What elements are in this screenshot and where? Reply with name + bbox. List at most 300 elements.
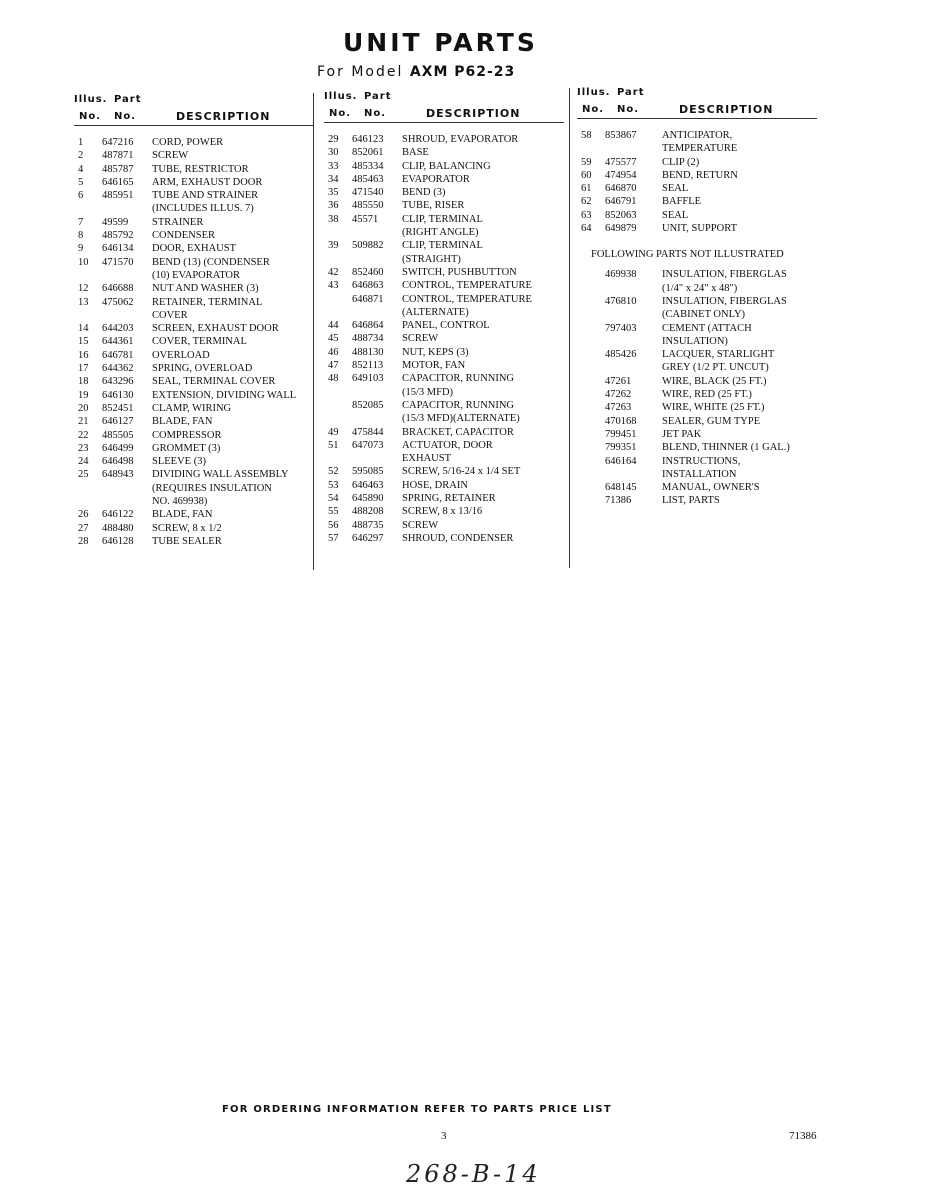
part-row (577, 348, 817, 375)
part-row (74, 256, 310, 283)
part-row (577, 129, 817, 156)
part-description: WIRE, BLACK (25 FT.) (662, 375, 767, 387)
part-number: 644362 (102, 363, 134, 375)
illus-number: 13 (78, 296, 89, 308)
part-row (74, 402, 310, 415)
part-number: 647216 (102, 137, 134, 148)
part-number: 852063 (605, 209, 637, 221)
illus-number: 17 (78, 363, 89, 375)
part-row (74, 375, 310, 388)
illus-number: 48 (328, 373, 339, 385)
column-divider (569, 88, 570, 568)
part-number: 646781 (102, 349, 134, 361)
illus-number: 47 (328, 360, 339, 372)
part-number: 476810 (605, 295, 637, 307)
part-number: 474954 (605, 169, 637, 181)
part-description: COMPRESSOR (152, 429, 222, 441)
part-description: LACQUER, STARLIGHT GREY (1/2 PT. UNCUT) (662, 349, 775, 374)
illus-number: 43 (328, 280, 339, 292)
part-description: SEAL, TERMINAL COVER (152, 376, 276, 388)
part-number: 488208 (352, 506, 384, 518)
part-number: 485550 (352, 200, 384, 212)
illus-number: 44 (328, 320, 339, 332)
part-number: 488480 (102, 522, 134, 534)
part-row (324, 532, 564, 545)
illus-number: 9 (78, 243, 84, 255)
illus-number: 25 (78, 469, 89, 481)
part-description: SCREEN, EXHAUST DOOR (152, 323, 279, 335)
part-description: CLAMP, WIRING (152, 402, 232, 414)
header-rule (577, 118, 817, 119)
illus-number: 5 (78, 176, 84, 188)
part-number: 852085 (352, 399, 384, 411)
illus-number: 19 (78, 389, 89, 401)
part-number: 646164 (605, 455, 637, 467)
illus-number: 14 (78, 323, 89, 335)
part-row (74, 216, 310, 229)
part-number: 595085 (352, 466, 384, 478)
part-row (324, 505, 564, 518)
part-description: BAFFLE (662, 196, 702, 208)
part-row (324, 479, 564, 492)
part-row (74, 468, 310, 508)
part-number: 646122 (102, 509, 134, 521)
illus-number: 33 (328, 160, 339, 172)
illus-number: 34 (328, 173, 339, 185)
part-description: BEND, RETURN (662, 169, 738, 181)
header-rule (324, 122, 564, 123)
part-number: 487871 (102, 150, 134, 162)
part-row (577, 182, 817, 195)
part-number: 853867 (605, 130, 637, 141)
part-row (324, 519, 564, 532)
part-number: 646863 (352, 280, 384, 292)
column-header (577, 87, 817, 123)
part-row (74, 189, 310, 216)
part-description: CEMENT (ATTACH INSULATION) (662, 322, 752, 347)
part-description: CLIP, TERMINAL (RIGHT ANGLE) (402, 213, 483, 239)
part-number: 475577 (605, 156, 637, 168)
part-description: ACTUATOR, DOOR EXHAUST (402, 439, 493, 465)
illus-number: 58 (581, 130, 592, 141)
part-row (577, 415, 817, 428)
part-number: 799351 (605, 442, 637, 454)
part-row (324, 465, 564, 478)
illus-number: 59 (581, 156, 592, 168)
parts-column-2 (324, 91, 564, 545)
illus-number: 52 (328, 466, 339, 478)
part-row (74, 508, 310, 521)
part-number: 649103 (352, 373, 384, 385)
illus-number: 56 (328, 519, 339, 531)
part-description: MANUAL, OWNER'S (662, 482, 760, 494)
not-illustrated-heading: FOLLOWING PARTS NOT ILLUSTRATED (591, 249, 784, 261)
illus-number: 26 (78, 509, 89, 521)
illus-number: 57 (328, 532, 339, 544)
part-description: SCREW, 8 x 13/16 (402, 506, 483, 518)
part-row (577, 195, 817, 208)
part-number: 646870 (605, 183, 637, 195)
part-row (324, 146, 564, 159)
header-illus: Illus. (577, 87, 611, 98)
part-row (324, 372, 564, 399)
part-number: 646123 (352, 134, 384, 145)
part-number: 49599 (102, 216, 129, 228)
parts-list-not-illustrated (577, 268, 817, 507)
illus-number: 45 (328, 333, 339, 345)
part-number: 648145 (605, 482, 637, 494)
part-row (324, 359, 564, 372)
part-row (324, 293, 564, 320)
header-illus: Illus. (324, 91, 358, 102)
column-divider (313, 93, 314, 570)
part-row (324, 492, 564, 505)
document-number: 71386 (789, 1130, 817, 1142)
part-row (324, 239, 564, 266)
part-row (74, 415, 310, 428)
part-number: 471570 (102, 256, 134, 268)
part-row (324, 332, 564, 345)
part-number: 646297 (352, 532, 384, 544)
part-description: MOTOR, FAN (402, 360, 466, 372)
parts-list (74, 136, 310, 548)
part-description: SCREW (402, 333, 439, 345)
part-number: 646127 (102, 416, 134, 428)
illus-number: 18 (78, 376, 89, 388)
illus-number: 39 (328, 240, 339, 252)
part-number: 470168 (605, 415, 637, 427)
part-number: 646463 (352, 479, 384, 491)
illus-number: 23 (78, 442, 89, 454)
part-description: SWITCH, PUSHBUTTON (402, 266, 517, 278)
part-number: 852061 (352, 147, 384, 159)
part-row (324, 399, 564, 426)
illus-number: 28 (78, 535, 89, 547)
part-number: 852451 (102, 402, 134, 414)
part-number: 485505 (102, 429, 134, 441)
header-part: Part (364, 91, 392, 102)
part-number: 488734 (352, 333, 384, 345)
part-number: 645890 (352, 493, 384, 505)
part-description: SEAL (662, 209, 689, 221)
part-row (324, 346, 564, 359)
illus-number: 8 (78, 230, 84, 242)
part-description: CLIP, TERMINAL (STRAIGHT) (402, 240, 483, 265)
part-description: LIST, PARTS (662, 495, 720, 507)
illus-number: 4 (78, 163, 84, 175)
part-number: 485463 (352, 173, 384, 185)
illus-number: 21 (78, 416, 89, 428)
illus-number: 24 (78, 456, 89, 468)
part-number: 646128 (102, 535, 134, 547)
part-row (324, 279, 564, 292)
handwritten-note: 268-B-14 (406, 1160, 541, 1188)
illus-number: 49 (328, 426, 339, 438)
illus-number: 22 (78, 429, 89, 441)
part-description: CONTROL, TEMPERATURE (402, 280, 532, 292)
part-row (577, 375, 817, 388)
part-number: 488735 (352, 519, 384, 531)
part-description: CONTROL, TEMPERATURE (ALTERNATE) (402, 293, 532, 318)
ordering-note: FOR ORDERING INFORMATION REFER TO PARTS PRICE LIST (222, 1104, 612, 1115)
illus-number: 63 (581, 209, 592, 221)
part-number: 509882 (352, 240, 384, 252)
illus-number: 16 (78, 349, 89, 361)
part-description: SPRING, RETAINER (402, 493, 496, 505)
part-description: OVERLOAD (152, 349, 210, 361)
part-number: 485951 (102, 190, 134, 202)
part-description: BEND (13) (CONDENSER (10) EVAPORATOR (152, 256, 270, 281)
parts-column-1 (74, 94, 310, 548)
part-number: 644361 (102, 336, 134, 348)
part-number: 47263 (605, 402, 632, 414)
illus-number: 62 (581, 196, 592, 208)
illus-number: 27 (78, 522, 89, 534)
part-row (577, 401, 817, 414)
part-number: 646165 (102, 176, 134, 188)
part-row (74, 429, 310, 442)
part-row (324, 133, 564, 146)
part-description: TUBE, RISER (402, 200, 465, 212)
part-row (577, 295, 817, 322)
illus-number: 53 (328, 479, 339, 491)
header-rule (74, 125, 314, 126)
part-row (324, 213, 564, 240)
part-row (74, 322, 310, 335)
header-no: No. (582, 104, 605, 115)
illus-number: 15 (78, 336, 89, 348)
page-number: 3 (441, 1130, 447, 1142)
subtitle-prefix: For Model (317, 64, 404, 80)
part-number: 485792 (102, 230, 134, 242)
part-row (74, 535, 310, 548)
part-description: CLIP, BALANCING (402, 160, 491, 172)
part-number: 471540 (352, 187, 384, 199)
part-row (74, 176, 310, 189)
part-number: 646864 (352, 320, 384, 332)
part-row (74, 296, 310, 323)
part-number: 647073 (352, 439, 384, 451)
part-description: EVAPORATOR (402, 173, 470, 185)
column-header (74, 94, 310, 130)
part-row (74, 163, 310, 176)
part-row (577, 222, 817, 235)
part-number: 488130 (352, 346, 384, 358)
illus-number: 36 (328, 200, 339, 212)
illus-number: 42 (328, 266, 339, 278)
header-description: DESCRIPTION (679, 103, 774, 116)
illus-number: 55 (328, 506, 339, 518)
illus-number: 64 (581, 223, 592, 235)
part-row (324, 426, 564, 439)
illus-number: 12 (78, 283, 89, 295)
column-header (324, 91, 564, 127)
part-row (74, 149, 310, 162)
illus-number: 29 (328, 134, 339, 145)
part-number: 852460 (352, 266, 384, 278)
part-row (74, 349, 310, 362)
part-description: INSULATION, FIBERGLAS (CABINET ONLY) (662, 295, 787, 321)
parts-list (324, 133, 564, 545)
header-description: DESCRIPTION (176, 110, 271, 123)
part-row (577, 388, 817, 401)
part-number: 797403 (605, 322, 637, 334)
part-description: DOOR, EXHAUST (152, 243, 236, 255)
part-description: GROMMET (3) (152, 442, 221, 454)
part-description: SLEEVE (3) (152, 456, 206, 468)
part-row (577, 156, 817, 169)
part-description: TUBE AND STRAINER (INCLUDES ILLUS. 7) (152, 190, 259, 215)
part-row (577, 169, 817, 182)
header-illus: Illus. (74, 94, 108, 105)
part-description: TUBE, RESTRICTOR (152, 163, 249, 175)
part-description: BLADE, FAN (152, 416, 213, 428)
page-title: UNIT PARTS (343, 28, 538, 57)
part-row (74, 389, 310, 402)
part-description: SHROUD, EVAPORATOR (402, 134, 519, 145)
header-no: No. (329, 108, 352, 119)
part-number: 799451 (605, 428, 637, 440)
illus-number: 35 (328, 187, 339, 199)
part-description: NUT, KEPS (3) (402, 346, 469, 358)
part-description: RETAINER, TERMINAL COVER (152, 296, 263, 321)
header-no: No. (364, 108, 387, 119)
header-no: No. (617, 104, 640, 115)
parts-column-3 (577, 87, 817, 508)
part-description: BLEND, THINNER (1 GAL.) (662, 442, 790, 454)
part-description: TUBE SEALER (152, 535, 222, 547)
part-row (577, 428, 817, 441)
part-row (74, 362, 310, 375)
part-number: 646791 (605, 196, 637, 208)
part-row (577, 441, 817, 454)
part-description: CLIP (2) (662, 156, 700, 168)
part-number: 852113 (352, 360, 384, 372)
part-description: SEALER, GUM TYPE (662, 415, 761, 427)
part-description: BASE (402, 147, 429, 159)
part-description: CAPACITOR, RUNNING (15/3 MFD) (402, 373, 515, 398)
part-row (74, 335, 310, 348)
part-description: CAPACITOR, RUNNING (15/3 MFD)(ALTERNATE) (402, 399, 520, 425)
part-number: 646134 (102, 243, 134, 255)
illus-number: 51 (328, 439, 339, 451)
part-number: 475844 (352, 426, 384, 438)
illus-number: 30 (328, 147, 339, 159)
part-number: 644203 (102, 323, 134, 335)
part-number: 45571 (352, 213, 379, 225)
part-row (577, 455, 817, 482)
part-row (577, 322, 817, 349)
header-part: Part (114, 94, 142, 105)
part-row (74, 229, 310, 242)
part-number: 71386 (605, 495, 632, 507)
part-description: INSULATION, FIBERGLAS (1/4" x 24" x 48") (662, 269, 787, 294)
part-number: 475062 (102, 296, 134, 308)
part-description: DIVIDING WALL ASSEMBLY (REQUIRES INSULATION NO. 469938) (152, 469, 289, 508)
header-description: DESCRIPTION (426, 107, 521, 120)
part-row (74, 242, 310, 255)
part-number: 485787 (102, 163, 134, 175)
part-row (324, 173, 564, 186)
part-row (324, 439, 564, 466)
illus-number: 46 (328, 346, 339, 358)
part-number: 485334 (352, 160, 384, 172)
part-description: SHROUD, CONDENSER (402, 532, 514, 544)
illus-number: 7 (78, 216, 84, 228)
part-description: ARM, EXHAUST DOOR (152, 176, 263, 188)
part-number: 47261 (605, 375, 632, 387)
part-description: SCREW, 5/16-24 x 1/4 SET (402, 466, 521, 478)
part-description: SCREW, 8 x 1/2 (152, 522, 222, 534)
part-description: EXTENSION, DIVIDING WALL (152, 389, 297, 401)
header-no: No. (79, 111, 102, 122)
illus-number: 20 (78, 402, 89, 414)
part-row (74, 455, 310, 468)
part-description: WIRE, WHITE (25 FT.) (662, 402, 765, 414)
illus-number: 38 (328, 213, 339, 225)
part-row (324, 160, 564, 173)
part-description: ANTICIPATOR, TEMPERATURE (662, 130, 738, 155)
part-description: NUT AND WASHER (3) (152, 283, 259, 295)
part-row (577, 494, 817, 507)
part-description: BLADE, FAN (152, 509, 213, 521)
part-row (74, 282, 310, 295)
part-number: 646499 (102, 442, 134, 454)
part-description: BRACKET, CAPACITOR (402, 426, 514, 438)
part-description: PANEL, CONTROL (402, 320, 490, 332)
part-description: BEND (3) (402, 187, 446, 199)
part-number: 646498 (102, 456, 134, 468)
part-description: COVER, TERMINAL (152, 336, 247, 348)
illus-number: 6 (78, 190, 84, 202)
part-description: UNIT, SUPPORT (662, 223, 738, 235)
header-no: No. (114, 111, 137, 122)
part-row (74, 136, 310, 149)
part-description: STRAINER (152, 216, 204, 228)
illus-number: 54 (328, 493, 339, 505)
part-description: SPRING, OVERLOAD (152, 363, 253, 375)
illus-number: 2 (78, 150, 84, 162)
part-number: 646688 (102, 283, 134, 295)
part-number: 643296 (102, 376, 134, 388)
part-row (577, 481, 817, 494)
part-number: 646130 (102, 389, 134, 401)
illus-number: 60 (581, 169, 592, 181)
parts-list (577, 129, 817, 235)
part-description: CORD, POWER (152, 137, 224, 148)
part-row (324, 199, 564, 212)
part-row (577, 209, 817, 222)
part-row (324, 186, 564, 199)
part-description: SCREW (152, 150, 189, 162)
part-description: SEAL (662, 183, 689, 195)
header-part: Part (617, 87, 645, 98)
part-description: SCREW (402, 519, 439, 531)
part-description: WIRE, RED (25 FT.) (662, 389, 752, 401)
model-number: AXM P62-23 (409, 64, 516, 80)
part-description: INSTRUCTIONS, INSTALLATION (662, 455, 741, 480)
illus-number: 61 (581, 183, 592, 195)
part-number: 649879 (605, 223, 637, 235)
part-description: HOSE, DRAIN (402, 479, 468, 491)
part-row (324, 319, 564, 332)
part-description: CONDENSER (152, 230, 216, 242)
part-number: 648943 (102, 469, 134, 481)
part-number: 47262 (605, 389, 632, 401)
part-description: JET PAK (662, 428, 702, 440)
part-number: 469938 (605, 269, 637, 281)
illus-number: 1 (78, 137, 84, 148)
